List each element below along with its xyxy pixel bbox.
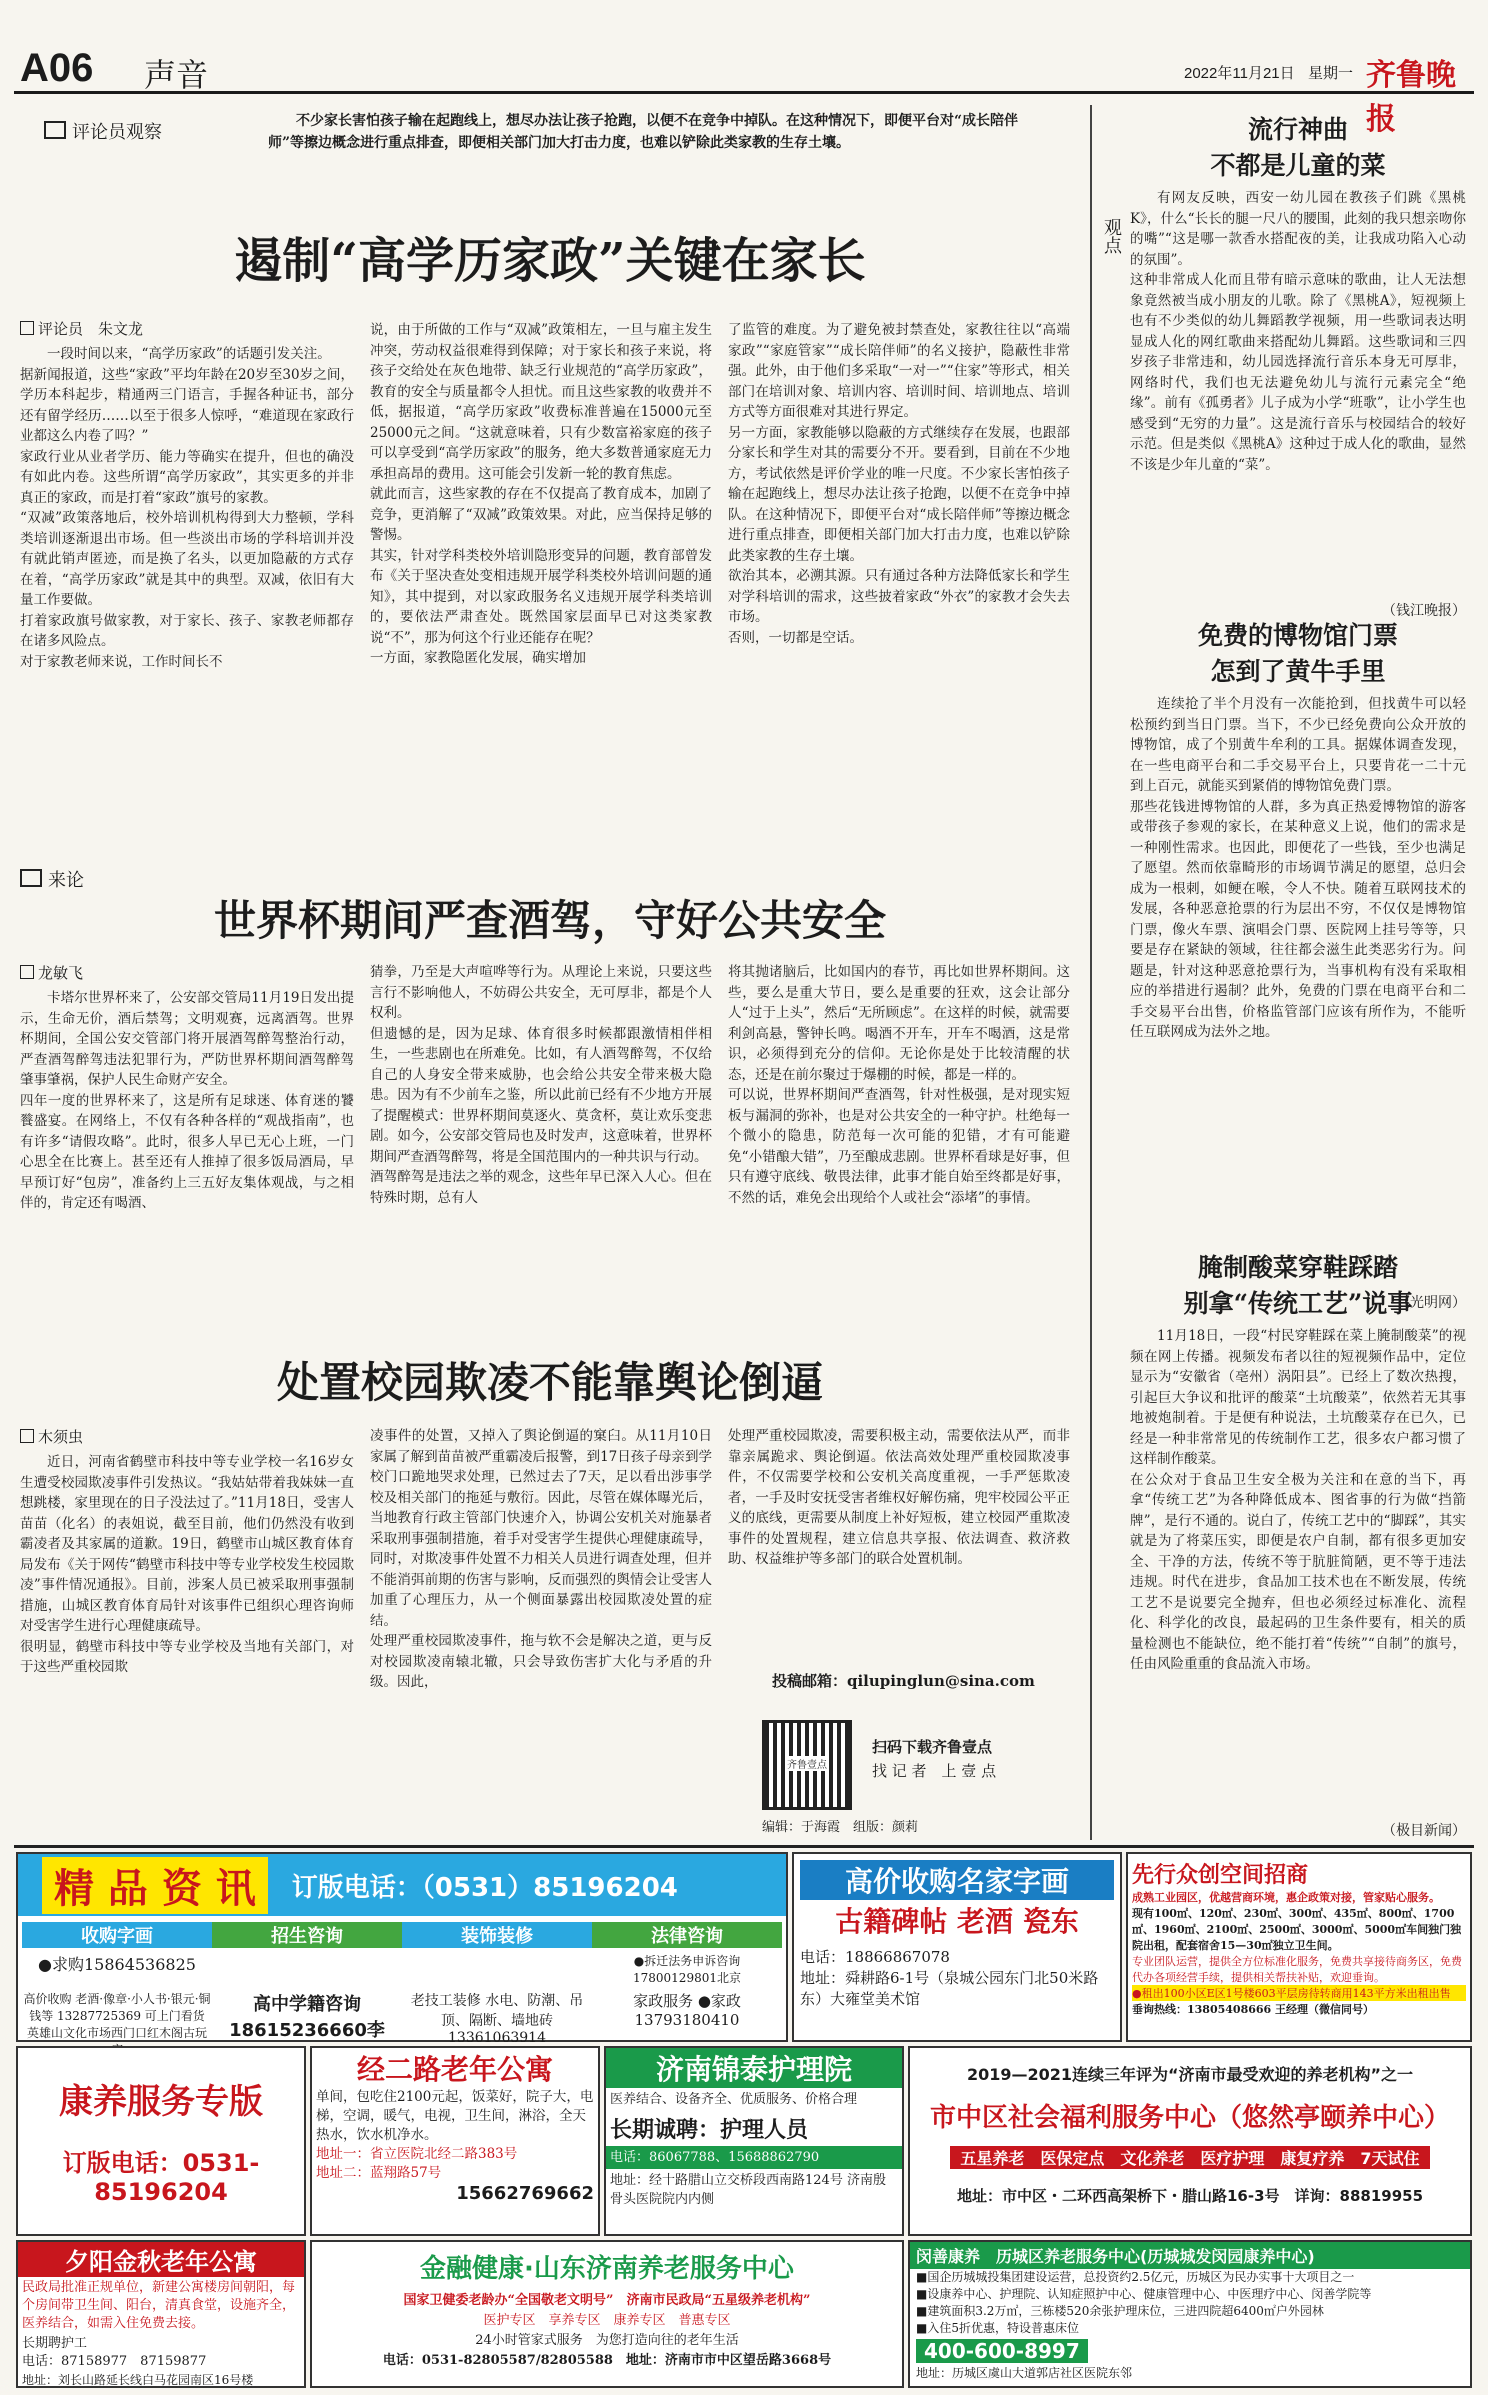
ad-kangyang-title: 康养服务专版: [59, 2082, 263, 2122]
s3-source: （极目新闻）: [1382, 1823, 1466, 1839]
page-number: A06: [20, 46, 94, 90]
s2-title-1: 免费的博物馆门票: [1197, 621, 1398, 650]
s3-title-2: 别拿“传统工艺”说事: [1183, 1289, 1413, 1318]
ad-kangyang: [16, 2046, 306, 2236]
ad-jingerlu-title: 经二路老年公寓: [356, 2053, 553, 2086]
ad-jingpin: [16, 1852, 788, 2046]
s1-title-2: 不都是儿童的菜: [1210, 151, 1386, 180]
ad-jintai-phone: 电话：86067788、15688862790: [606, 2146, 902, 2169]
sidebar-article-2: [1130, 618, 1466, 1312]
s3-body: 11月18日，一段“村民穿鞋踩在菜上腌制酸菜”的视频在网上传播。视频发布者以往的短视频作品中，定位显示为“安徽省（亳州）涡阳县”。已经上了数次热搜，引起巨大争议和批评的酸菜“土坑酸菜”，依然若无其事地被炮制着。于是便有种说法，土坑酸菜存在已久，已经是一种非常常见的传统制作工艺，很多农户都习惯了这样制作酸菜。 在公众对于食品卫生安全极为关注和在意的当下，再拿“传统工艺”为各种降低成本、图省事的行为做“挡箭牌”，是行不通的。说白了，传统工艺中的“脚踩”，其实就是为了将菜压实，即便是农户自制，都有很多更加安全、干净的方法，传统不等于肮脏简陋，更不等于违法违规。时代在进步，食品加工技术也在不断发展，传统工艺不是说要完全抛弃，但也必须经过标准化、流程化、科学化的改良，最起码的卫生条件要有，相关的质量检测也不能缺位，绝不能打着“传统”“自制”的旗号，任由风险重重的食品流入市场。: [1130, 1328, 1466, 1672]
ad-jingerlu-addr2: 地址二：蓝翔路57号: [316, 2165, 442, 2181]
ad-xiyang-title: 夕阳金秋老年公寓: [18, 2242, 304, 2277]
ad-cat-4: 法律咨询: [592, 1922, 782, 1948]
s2-source: （光明网）: [1396, 1295, 1466, 1311]
ad-shizhong-title: 市中区社会福利服务中心（悠然亭颐养中心）: [929, 2103, 1450, 2133]
byline-1: 评论员 朱文龙: [20, 318, 143, 339]
art2-col1: 卡塔尔世界杯来了，公安部交管局11月19日发出提示，生命无价，酒后禁驾；文明观赛，远离酒驾。世界杯期间，全国公安交管部门将开展酒驾醉驾整治行动，严查酒驾醉驾违法犯罪行为，严防世界杯期间酒驾醉驾肇事肇祸，保护人民生命财产安全。 四年一度的世界杯来了，这是所有足球迷、体育迷的饕餮盛宴。在网络上，不仅有各种各样的“观战指南”，也有许多“请假攻略”。此时，很多人早已无心上班，一门心思全在比赛上。甚至还有人推掉了很多饭局酒局，早早预订好“包房”，准备约上三五好友集体观战，与之相伴的，肯定还有喝酒、: [20, 990, 354, 1211]
ad-shandong: [310, 2240, 904, 2388]
ad-divider: [14, 1845, 1474, 1848]
sidebar-label: 观点: [1101, 218, 1122, 254]
ad-jingerlu-phone: 15662769662: [456, 2183, 594, 2204]
ad-gaojia: [792, 1852, 1122, 2042]
weekday: 星期一: [1308, 65, 1354, 82]
s1-source: （钱江晚报）: [1382, 603, 1466, 619]
art3-col3: 处理严重校园欺凌，需要积极主动，需要依法从严，而非靠亲属跪求、舆论倒逼。依法高效处理严重校园欺凌事件，不仅需要学校和公安机关高度重视，一手严惩欺凌者，一手及时安抚受害者维权好解伤痛，兜牢校园公平正义的底线，更需要从制度上补好短板，建立校园严重欺凌事件的处置规程，建立信息共享报、依法调查、救济救助、权益维护等多部门的联合处置机制。: [728, 1428, 1070, 1567]
ad-shandong-honors: 国家卫健委老龄办“全国敬老文明号” 济南市民政局“五星级养老机构”: [403, 2293, 811, 2308]
section-name: 声音: [144, 56, 209, 94]
ad-xianxing-service: 专业团队运营，提供全方位标准化服务，免费共享接待商务区，免费代办各项经营手续，提供相关帮扶补贴，欢迎垂询。: [1132, 1955, 1462, 1984]
ad-xianxing-listing: ●租出100小区E区1号楼603平层房待转商用143平方米出租出售: [1132, 1985, 1466, 2001]
ad-xiyang-hiring: 长期聘护工: [22, 2336, 88, 2351]
ad-jintai-addr: 地址：经十路腊山立交桥段西南路124号 济南殷骨头医院院内内侧: [610, 2173, 886, 2207]
ad-licheng-brand: 闵善康养: [916, 2247, 981, 2266]
ad-jintai-title: 济南锦泰护理院: [606, 2048, 902, 2088]
art2-col3: 将其抛诸脑后，比如国内的春节，再比如世界杯期间。这些，要么是重大节日，要么是重要的狂欢，这会让部分人“过于上头”，然后“无所顾虑”。在这样的时候，就需要利剑高悬，警钟长鸣。喝酒不开车，开车不喝酒，这是常识，必须得到充分的信仰。无论你是处于比较清醒的状态，还是在前尔聚过于爆棚的时候，都是一样的。 可以说，世界杯期间严查酒驾，针对性极强，是对现实短板与漏洞的弥补，也是对公共安全的一种守护。杜绝每一个微小的隐患，防范每一次可能的犯错，才有可能避免“小错酿大错”，乃至酿成悲剧。世界杯看球是好事，但只有遵守底线、敬畏法律，此事才能自始至终都是好事，不然的话，难免会出现给个人或社会“添堵”的事情。: [728, 964, 1070, 1206]
qr-code[interactable]: 齐鲁壹点: [762, 1720, 852, 1810]
ad-licheng-addr: 地址：历城区虞山大道郭店社区医院东邻: [916, 2366, 1133, 2380]
s2-body: 连续抢了半个月没有一次能抢到，但找黄牛可以轻松预约到当日门票。当下，不少已经免费向公众开放的博物馆，成了个别黄牛牟利的工具。据媒体调查发现，在一些电商平台和二手交易平台上，只要肯花一二十元到上百元，就能买到紧俏的博物馆免费门票。 那些花钱进博物馆的人群，多为真正热爱博物馆的游客或带孩子参观的家长，在某种意义上说，他们的需求是一种刚性需求。也因此，即便花了一些钱，至少也满足了愿望。然而依靠畸形的市场调节满足的愿望，总归会成为一根刺，如鲠在喉，令人不快。随着互联网技术的发展，各种恶意抢票的行为层出不穷，不仅仅是博物馆门票，像火车票、演唱会门票、医院网上挂号等等，只要是存在紧缺的领域，往往都会滋生此类恶劣行为。问题是，针对这种恶意抢票行为，当事机构有没有采取相应的举措进行遏制？此外，免费的门票在电商平台和二手交易平台出售，价格监管部门应该有所作为，不能听任互联网成为法外之地。: [1130, 696, 1466, 1040]
ad-shandong-service: 24小时管家式服务 为您打造向往的老年生活: [475, 2333, 739, 2348]
art3-col1: 近日，河南省鹤壁市科技中等专业学校一名16岁女生遭受校园欺凌事件引发热议。“我姑姑带着我妹妹一直想跳楼，家里现在的日子没法过了。”11月18日，受害人苗苗（化名）的表姐说，截至目前，他们仍然没有收到霸凌者及其家属的道歉。19日，鹤壁市山城区教育体育局发布《关于网传“鹤壁市科技中等专业学校发生校园欺凌”事件情况通报》。目前，涉案人员已被采取刑事强制措施，山城区教育体育局针对该事件已组织心理咨询师对受害学生进行心理健康疏导。 很明显，鹤壁市科技中等专业学校及当地有关部门，对于这些严重校园欺: [20, 1454, 354, 1675]
issue-date: 2022年11月21日: [1184, 65, 1295, 82]
headline-3: 处置校园欺凌不能靠舆论倒逼: [276, 1358, 823, 1407]
ad-jingpin-title: 精 品 资 讯: [42, 1857, 268, 1914]
ad-jintai-hiring: 长期诚聘：护理人员: [610, 2118, 809, 2143]
ad-cat-1: 收购字画: [22, 1922, 212, 1948]
headline-1: 遏制“高学历家政”关键在家长: [234, 233, 866, 289]
ad-cat-2: 招生咨询: [212, 1922, 402, 1948]
ad-licheng-l4: ■入住5折优惠，特设普惠床位: [916, 2321, 1079, 2335]
ad-licheng-l1: ■国企历城城投集团建设运营，总投资约2.5亿元，历城区为民办实事十大项目之一: [916, 2270, 1355, 2284]
ad-shizhong-features: 五星养老 医保定点 文化养老 医疗护理 康复疗养 7天试住: [950, 2146, 1430, 2169]
art3-col2: 凌事件的处置，又掉入了舆论倒逼的窠臼。从11月10日家属了解到苗苗被严重霸凌后报警，到17日孩子母亲到学校门口跪地哭求处理，已然过去了7天，足以看出涉事学校及相关部门的拖延与敷衍。因此，尽管在媒体曝光后，当地教育行政主管部门快速介入，协调公安机关对施暴者采取刑事强制措施，着手对受害学生提供心理健康疏导，同时，对欺凌事件处置不力相关人员进行调查处理，但并不能消弭前期的伤害与影响，反而强烈的舆情会让受害人加重了心理压力，从一个侧面暴露出校园欺凌处置的症结。 处理严重校园欺凌事件，拖与软不会是解决之道，更与反对校园欺凌南辕北辙，只会导致伤害扩大化与矛盾的升级。因此，: [370, 1428, 712, 1690]
headline-2: 世界杯期间严查酒驾，守好公共安全: [213, 896, 886, 945]
sidebar-article-3: [1130, 1250, 1466, 1840]
ad-xianxing-title: 先行众创空间招商: [1132, 1863, 1309, 1888]
ad-xiyang-desc: 民政局批准正规单位，新建公寓楼房间朝阳，每个房间带卫生间、阳台，清真食堂，设施齐全，医养结合，如需入住免费去接。: [22, 2280, 296, 2331]
art2-col2: 猜拳，乃至是大声喧哗等行为。从理论上来说，只要这些言行不影响他人，不妨碍公共安全，无可厚非，都是个人权利。 但遗憾的是，因为足球、体育很多时候都跟激情相伴相生，一些悲剧也在所难免。比如，有人酒驾醉驾，不仅给自己的人身安全带来威胁，也会给公共安全带来极大隐患。因为有不少前车之鉴，所以此前已经有不少地方开展了提醒模式：世界杯期间莫逐火、莫贪杯，莫让欢乐变悲剧。如今，公安部交管局也及时发声，这意味着，世界杯期间严查酒驾醉驾，将是全国范围内的一种共识与行动。 酒驾醉驾是违法之举的观念，这些年早已深入人心。但在特殊时期，总有人: [370, 964, 712, 1206]
ad-jintai: [604, 2046, 904, 2236]
ad-item-2: 高中学籍咨询 18615236660李: [229, 1994, 385, 2041]
ad-licheng-l3: ■建筑面积3.2万㎡，三栋楼520余张护理床位，三进四院超6400㎡户外园林: [916, 2304, 1324, 2318]
ad-kangyang-phone: 订版电话：0531-85196204: [62, 2149, 260, 2206]
qr-caption-1: 扫码下载齐鲁壹点: [872, 1738, 993, 1756]
observer-label: 评论员观察: [44, 118, 162, 144]
byline-2: 龙敏飞: [20, 962, 83, 983]
ad-xianxing-hotline: 垂询热线：13805408666 王经理（微信同号）: [1132, 2003, 1375, 2016]
s1-body: 有网友反映，西安一幼儿园在教孩子们跳《黑桃K》，什么“长长的腿一尺八的腰围，此刻的我只想亲吻你的嘴”“这是哪一款香水搭配夜的美，让我成功陷入心动的氛围”。 这种非常成人化而且带有暗示意味的歌曲，让人无法想象竟然被当成小朋友的儿歌。除了《黑桃A》，短视频上也有不少类似的幼儿舞蹈教学视频，用一些歌词表达明显成人化的网红歌曲来搭配幼儿舞蹈。这些歌词和三四岁孩子非常违和，幼儿园选择流行音乐本身无可厚非，网络时代，我们也无法避免幼儿与流行元素完全“绝缘”。前有《孤勇者》儿子成为小学“班歌”，让小学生也感受到“无穷的力量”。这是流行音乐与校园结合的较好示范。但是类似《黑桃A》这种过于成人化的歌曲，显然不该是少年儿童的“菜”。: [1130, 190, 1466, 473]
art1-col1: 一段时间以来，“高学历家政”的话题引发关注。 据新闻报道，这些“家政”平均年龄在20岁至30岁之间，学历本科起步，精通两三门语言，手握各种证书，部分还有留学经历……以至于很多人惊呼，“难道现在家政行业都这么内卷了吗？” 家政行业从业者学历、能力等确实在提升，但也的确没有如此内卷。这些所谓“高学历家政”，其实更多的并非真正的家政，而是打着“家政”旗号的家教。 “双减”政策落地后，校外培训机构得到大力整顿，学科类培训逐渐退出市场。但一些淡出市场的学科培训并没有就此销声匿迹，而是换了名头，以更加隐蔽的方式存在着，“高学历家政”就是其中的典型。双减，依旧有大量工作要做。 打着家政旗号做家教，对于家长、孩子、家教老师都存在诸多风险点。 对于家教老师来说，工作时间长不: [20, 346, 354, 670]
ad-gaojia-addr: 地址：舜耕路6-1号（泉城公园东门北50米路东）大雍堂美术馆: [800, 1969, 1099, 2008]
ad-xiyang-phone: 电话：87158977 87159877: [22, 2354, 207, 2369]
art1-col2: 说，由于所做的工作与“双减”政策相左，一旦与雇主发生冲突，劳动权益很难得到保障；对于家长和孩子来说，将孩子交给处在灰色地带、缺乏行业规范的“高学历家政”，教育的安全与质量都令人担忧。而且这些家教的收费并不低，据报道，“高学历家政”收费标准普遍在15000元至25000元之间。“这就意味着，只有少数富裕家庭的孩子可以享受到“高学历家政”的服务，绝大多数普通家庭无力承担高昂的费用。这可能会引发新一轮的教育焦虑。 就此而言，这些家教的存在不仅提高了教育成本，加剧了竞争，更消解了“双减”政策效果。对此，应当保持足够的警惕。 其实，针对学科类校外培训隐形变异的问题，教育部曾发布《关于坚决查处变相违规开展学科类校外培训问题的通知》，其中提到，对以家政服务名义违规开展学科类培训的，要依法严肃查处。既然国家层面早已对这类家教说“不”，那为何这个行业还能存在呢？ 一方面，家教隐匿化发展，确实增加: [370, 322, 712, 666]
ad-xianxing: [1126, 1852, 1472, 2042]
ad-licheng-title: 历城区养老服务中心(历城城发闵园康养中心): [996, 2247, 1315, 2266]
qr-caption-2: 找 记 者 上 壹 点: [872, 1762, 997, 1780]
ad-licheng: [908, 2240, 1472, 2388]
submission-email: 投稿邮箱：qilupinglun@sina.com: [772, 1672, 1035, 1690]
ad-jintai-tagline: 医养结合、设备齐全、优质服务、价格合理: [610, 2092, 858, 2107]
ad-gaojia-sub: 古籍碑帖 老酒 瓷东: [835, 1905, 1079, 1938]
sidebar-article-1: [1130, 112, 1466, 620]
editor-credit: 编辑：于海霞 组版：颜莉: [762, 1820, 919, 1835]
ad-gaojia-title: 高价收购名家字画: [800, 1860, 1114, 1900]
ad-xiyang: [16, 2240, 306, 2388]
observer-lead: 不少家长害怕孩子输在起跑线上，想尽办法让孩子抢跑，以便不在竞争中掉队。在这种情况下，即便平台对“成长陪伴师”等擦边概念进行重点排查，即便相关部门加大打击力度，也难以铲除此类家教的生存土壤。: [268, 113, 1019, 151]
ad-item-1: 高价收购 老酒·像章·小人书·银元·铜钱等 13287725369 可上门看货 英雄山文化市场西门口红木阁古玩: [23, 1992, 211, 2040]
ad-shandong-zones: 医护专区 享养专区 康养专区 普惠专区: [483, 2313, 731, 2328]
ad-xianxing-tagline: 成熟工业园区，优越营商环境，惠企政策对接，管家贴心服务。: [1132, 1891, 1440, 1904]
ad-jingerlu: [310, 2046, 600, 2236]
ad-gaojia-phone: 电话：18866867078: [800, 1948, 950, 1966]
ad-item-4: 家政服务 ●家政13793180410: [633, 1992, 741, 2029]
ad-cat-4-detail: ●拆迁法务申诉咨询 17800129801北京: [633, 1954, 741, 1985]
ad-xiyang-addr: 地址：刘长山路延长线白马花园南区16号楼: [22, 2373, 254, 2387]
byline-3: 木须虫: [20, 1426, 83, 1447]
s3-title-1: 腌制酸菜穿鞋踩踏: [1197, 1253, 1398, 1282]
paper-logo: 齐鲁晚报: [1366, 58, 1456, 137]
art1-col3: 了监管的难度。为了避免被封禁查处，家教往往以“高端家政”“家庭管家”“成长陪伴师”的名义接护，隐蔽性非常强。此外，由于他们多采取“一对一”“住家”等形式，相关部门在培训对象、培训内容、培训时间、培训地点、培训方式等方面很难对其进行界定。 另一方面，家教能够以隐蔽的方式继续存在发展，也跟部分家长和学生对其的需要分不开。要看到，目前在不少地方，考试依然是评价学业的唯一尺度。不少家长害怕孩子输在起跑线上，想尽办法让孩子抢跑，以便不在竞争中掉队。在这种情况下，即便平台对“成长陪伴师”等擦边概念进行重点排查，即便相关部门加大打击力度，也难以铲除此类家教的生存土壤。 欲治其本，必溯其源。只有通过各种方法降低家长和学生对学科培训的需求，这些披着家政“外衣”的家教才会失去市场。 否则，一切都是空话。: [728, 322, 1070, 646]
ad-shandong-contact: 电话：0531-82805587/82805588 地址：济南市市中区望岳路3668号: [382, 2353, 832, 2368]
ad-item-3: 老技工装修 水电、防潮、吊顶、隔断、墙地砖13361063914: [410, 1993, 584, 2046]
ad-jingpin-phone: 订版电话：（0531）85196204: [291, 1872, 678, 1903]
ad-licheng-l2: ■设康养中心、护理院、认知症照护中心、健康管理中心、中医理疗中心、闵善学院等: [916, 2287, 1372, 2301]
ad-licheng-phone: 400-600-8997: [916, 2339, 1088, 2363]
ad-jingerlu-addr1: 地址一：省立医院北经二路383号: [316, 2146, 518, 2162]
s2-title-2: 怎到了黄牛手里: [1210, 657, 1386, 686]
ad-jingerlu-desc: 单间，包吃住2100元起，饭菜好，院子大，电梯，空调，暖气，电视，卫生间，淋浴，全天热水，饮水机净水。: [316, 2089, 594, 2143]
ad-shandong-title: 金融健康·山东济南养老服务中心: [420, 2254, 794, 2284]
ad-xianxing-sizes: 现有100㎡、120㎡、230㎡、300㎡、435㎡、800㎡、1700㎡、1960㎡、2100㎡、2500㎡、3000㎡、5000㎡车间独门独院出租，配套宿舍15—30㎡独立卫生间。: [1132, 1907, 1462, 1952]
ad-shizhong-addr: 地址：市中区・二环西高架桥下・腊山路16-3号 详询：88819955: [956, 2187, 1424, 2205]
art2-label: 来论: [20, 866, 84, 892]
ad-shizhong: [908, 2046, 1472, 2236]
ad-cat-3: 装饰装修: [402, 1922, 592, 1948]
column-rule: [1090, 105, 1092, 1840]
ad-shizhong-award: 2019—2021连续三年评为“济南市最受欢迎的养老机构”之一: [966, 2065, 1414, 2084]
s1-title-1: 流行神曲: [1247, 115, 1348, 144]
ad-cat-1-phone: ●求购15864536825: [38, 1955, 196, 1974]
